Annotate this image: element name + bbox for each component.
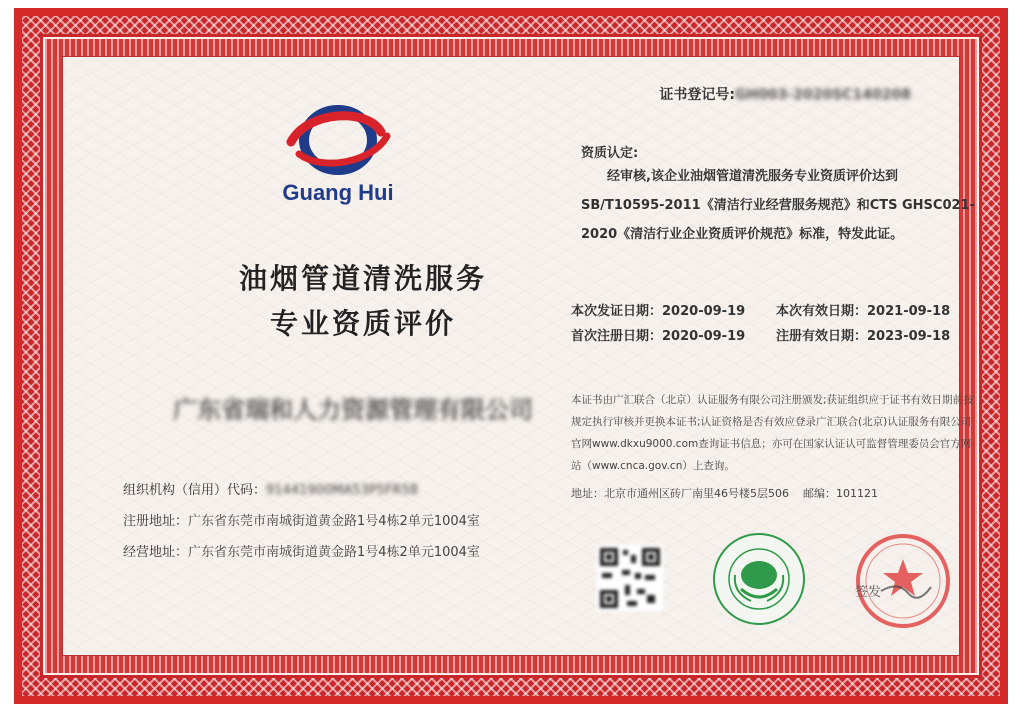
certificate-title-line2: 专业资质评价 [269,307,456,340]
first-reg-date-label: 首次注册日期： [571,329,663,344]
qualification-label: 资质认定: [581,146,639,161]
issued-stamp-text: 签发 [855,585,882,600]
reg-valid-date [776,325,950,344]
issuer-address [571,485,878,501]
certificate-paper [62,56,975,656]
org-code-row [123,479,418,498]
reg-number-value: GH003-2020SC140208 [734,87,911,103]
certificate-note: 本证书由广汇联合（北京）认证服务有限公司注册颁发;获证组织应于证书有效日期前按规定执行审核并更换本证书;认证资格是否有效应登录广汇联合(北京)认证服务有限公司官网www.dkxu9000.com查询证书信息；亦可在国家认证认可监督管理委员会官方网站（www.cnca.gov.cn）上查询。 [571,394,974,472]
reg-valid-date-label: 注册有效日期： [776,329,868,344]
biz-address-value: 广东省东莞市南城街道黄金路1号4栋2单元1004室 [188,545,480,560]
guanghui-logo [263,102,413,212]
qualification-text: 经审核,该企业油烟管道清洗服务专业资质评价达到SB/T10595-2011《清洁行业经营服务规范》和CTS GHSC021-2020《清洁行业企业资质评价规范》标准，特发此证。 [581,169,975,242]
biz-address-row [123,541,480,560]
first-reg-date [571,325,745,344]
reg-number [659,84,911,104]
certificate-frame [14,8,1008,704]
postcode-text: 邮编：101121 [803,487,878,500]
reg-valid-date-value: 2023-09-18 [867,329,951,344]
valid-date-label: 本次有效日期： [776,304,868,319]
reg-address-row [123,510,480,529]
first-reg-date-value: 2020-09-19 [662,329,746,344]
issue-date [571,300,745,319]
address-text: 地址：北京市通州区砖厂南里46号楼5层506 [571,487,789,500]
reg-number-label: 证书登记号: [659,87,735,103]
org-code-value: 91441900MA53P5FR58 [266,483,418,498]
company-name: 广东省瑞和人力资源管理有限公司 [173,396,533,424]
issue-date-label: 本次发证日期： [571,304,663,319]
certificate-title-line1: 油烟管道清洗服务 [238,262,487,295]
reg-address-label: 注册地址： [123,514,189,529]
green-association-seal-icon [711,531,807,627]
org-code-label: 组织机构（信用）代码： [123,483,267,498]
logo-icon [263,102,413,182]
reg-address-value: 广东省东莞市南城街道黄金路1号4栋2单元1004室 [188,514,480,529]
qr-code-icon [597,545,663,611]
valid-date [776,300,950,319]
biz-address-label: 经营地址： [123,545,189,560]
valid-date-value: 2021-09-18 [867,304,951,319]
logo-text: Guang Hui [282,180,394,205]
issue-date-value: 2020-09-19 [662,304,746,319]
